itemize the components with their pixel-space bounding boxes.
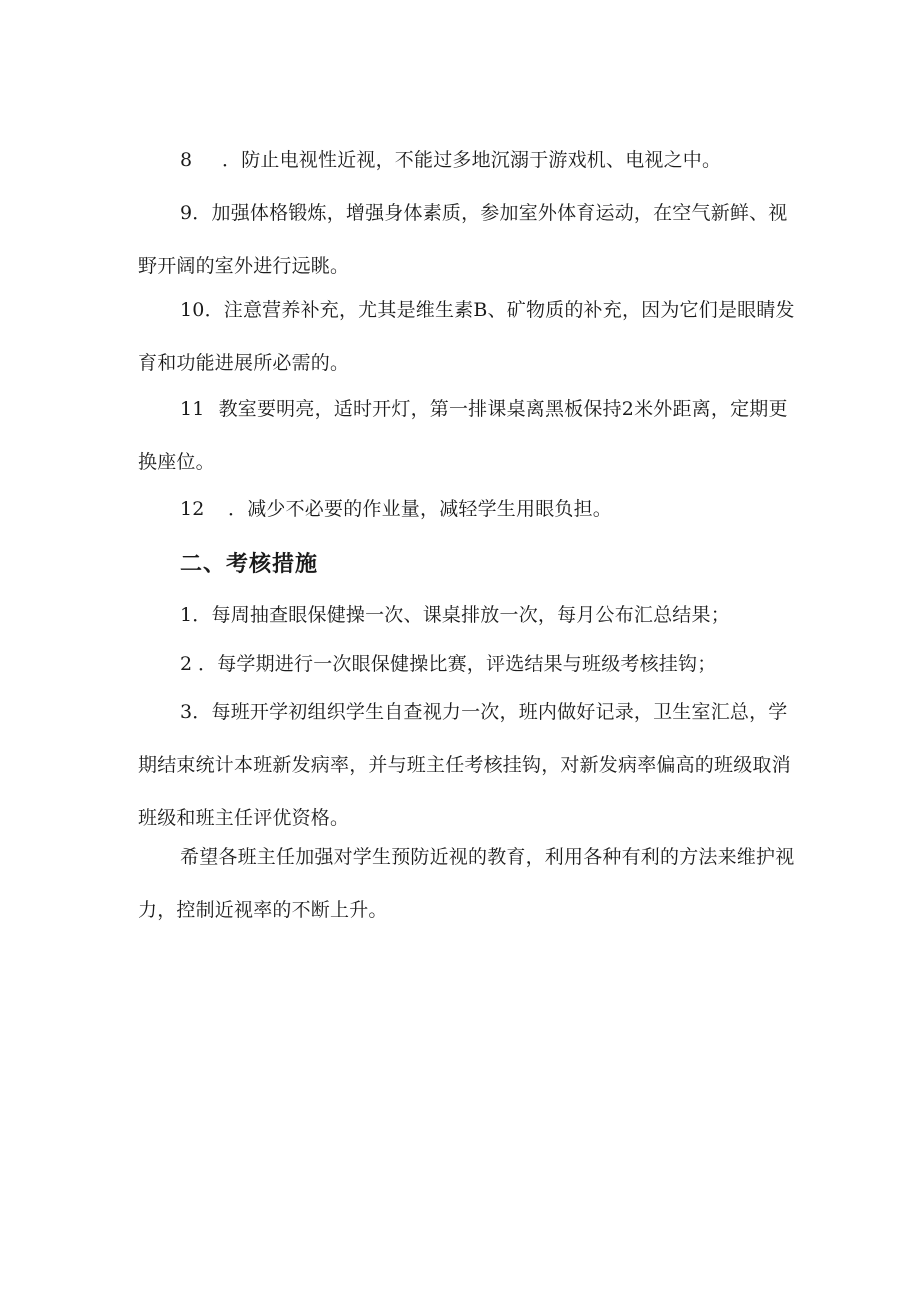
item-number: 9 xyxy=(180,202,193,224)
item-8 xyxy=(180,134,790,187)
item-number: 10 xyxy=(180,299,205,321)
item-number: 12 xyxy=(180,498,205,520)
measure-number: 1 xyxy=(180,604,193,626)
item-text: 教室要明亮，适时开灯，第一排课桌离黑板保持2米外距离，定期更换座位。 xyxy=(138,398,788,473)
measure-3 xyxy=(138,686,798,845)
item-9 xyxy=(138,187,798,293)
item-text: 注意营养补充，尤其是维生素B、矿物质的补充，因为它们是眼睛发育和功能进展所必需的。 xyxy=(138,299,795,374)
item-separator: ． xyxy=(228,498,248,520)
section-heading: 二、考核措施 xyxy=(180,552,319,577)
item-text: 防止电视性近视，不能过多地沉溺于游戏机、电视之中。 xyxy=(241,149,722,171)
measure-number: 3 xyxy=(180,701,193,723)
item-text: 加强体格锻炼，增强身体素质，参加室外体育运动，在空气新鲜、视野开阔的室外进行远眺。 xyxy=(138,202,788,277)
item-number: 11 xyxy=(180,398,205,420)
item-11 xyxy=(138,383,798,489)
item-12 xyxy=(180,483,790,536)
measure-number: 2 xyxy=(180,653,193,675)
item-separator: ． xyxy=(192,202,212,224)
measure-text: 每周抽查眼保健操一次、课桌排放一次，每月公布汇总结果； xyxy=(211,604,730,626)
measure-separator: ． xyxy=(198,653,218,675)
measure-separator: ． xyxy=(192,604,212,626)
measure-2 xyxy=(180,638,790,691)
measure-separator: ． xyxy=(192,701,212,723)
item-10 xyxy=(138,284,798,390)
closing-paragraph: 希望各班主任加强对学生预防近视的教育，利用各种有利的方法来维护视力，控制近视率的不断上升。 xyxy=(138,846,795,921)
measure-1 xyxy=(180,589,790,642)
item-separator: ． xyxy=(222,149,242,171)
item-text: 减少不必要的作业量，减轻学生用眼负担。 xyxy=(247,498,613,520)
item-number: 8 xyxy=(180,149,193,171)
measure-text: 每班开学初组织学生自查视力一次，班内做好记录，卫生室汇总，学期结束统计本班新发病率，并与班主任考核挂钩，对新发病率偏高的班级取消班级和班主任评优资格。 xyxy=(138,701,791,829)
item-separator: ． xyxy=(204,299,224,321)
measure-text: 每学期进行一次眼保健操比赛，评选结果与班级考核挂钩； xyxy=(217,653,717,675)
